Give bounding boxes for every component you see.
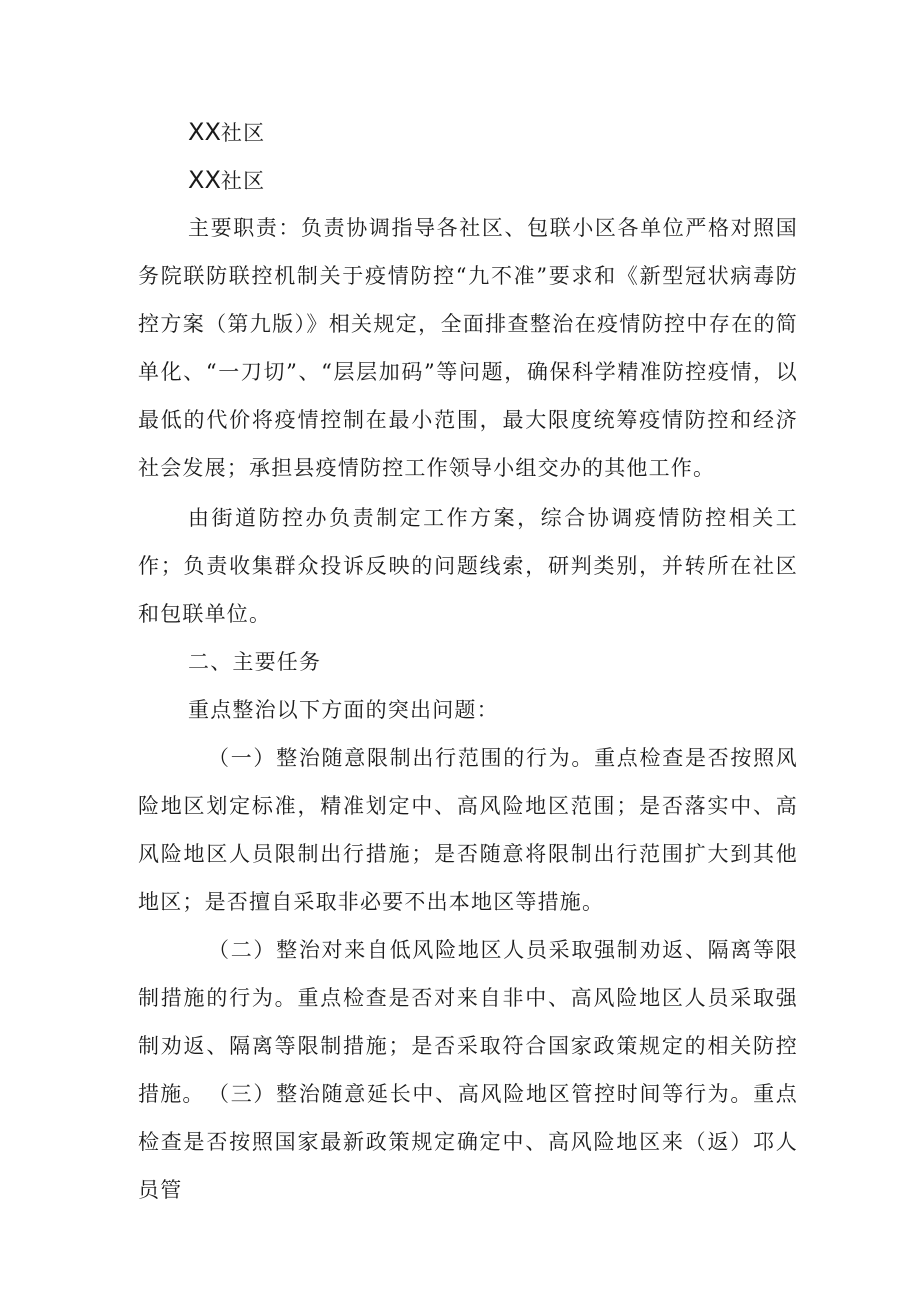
community-prefix: XX: [188, 166, 221, 194]
community-line-1: [138, 108, 798, 157]
focus-intro-paragraph: 重点整治以下方面的突出问题：: [188, 698, 499, 722]
responsibilities-paragraph: 主要职责：负责协调指导各社区、包联小区各单位严格对照国务院联防联控机制关于疫情防控“九不准”要求和《新型冠状病毒防控方案（第九版）》相关规定，全面排查整治在疫情防控中存在的简单化、“一刀切”、“层层加码”等问题，确保科学精准防控疫情，以最低的代价将疫情控制在最小范围，最大限度统筹疫情防控和经济社会发展；承担县疫情防控工作领导小组交办的其他工作。: [138, 216, 798, 480]
task-item-3: （三）整治随意延长中、高风险地区管控时间等行为。重点检查是否按照国家最新政策规定确定中、高风险地区来（返）邛人员管: [138, 1082, 798, 1202]
task-item-2: （二）整治对来自低风险地区人员采取强制劝返、隔离等限制措施的行为。重点检查是否对来自非中、高风险地区人员采取强制劝返、隔离等限制措施；是否采取符合国家政策规定的相关防控措施。: [138, 938, 798, 1106]
community-suffix: 社区: [220, 121, 266, 145]
section-heading-main-tasks: 二、主要任务: [188, 650, 322, 674]
task-item-1: （一）整治随意限制出行范围的行为。重点检查是否按照风险地区划定标准，精准划定中、高风险地区范围；是否落实中、高风险地区人员限制出行措施；是否随意将限制出行范围扩大到其他地区；是否擅自采取非必要不出本地区等措施。: [138, 746, 798, 914]
community-suffix: 社区: [220, 169, 266, 193]
community-prefix: XX: [188, 118, 221, 146]
office-duty-paragraph: 由街道防控办负责制定工作方案，综合协调疫情防控相关工作；负责收集群众投诉反映的问题线索，研判类别，并转所在社区和包联单位。: [138, 506, 798, 626]
community-line-2: [138, 156, 798, 205]
